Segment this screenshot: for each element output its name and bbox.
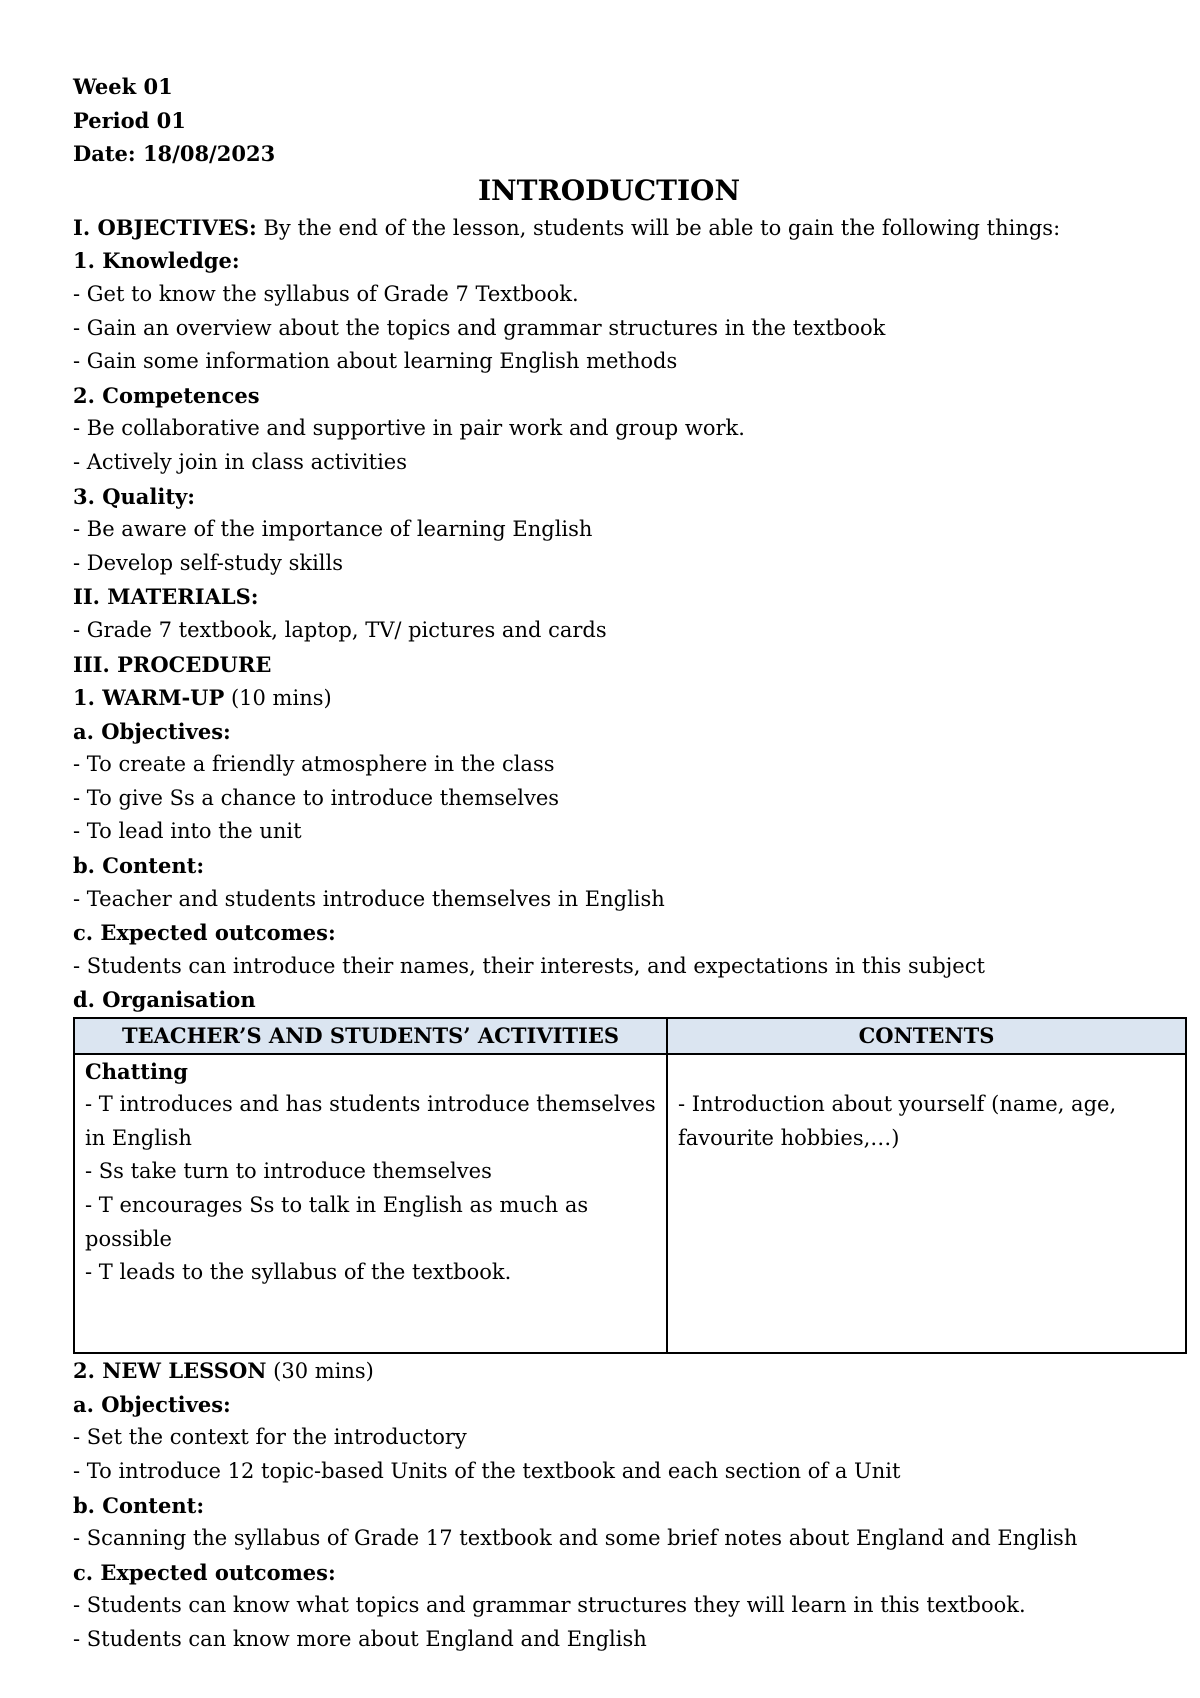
objectives-label: I. OBJECTIVES: (73, 214, 257, 240)
competences-heading: 2. Competences (73, 382, 260, 408)
page-title: INTRODUCTION (477, 173, 741, 207)
activity-item: - Ss take turn to introduce themselves (85, 1159, 492, 1184)
warmup-heading: 1. WARM-UP (73, 685, 225, 711)
materials-heading: II. MATERIALS: (73, 584, 259, 610)
objectives-intro: By the end of the lesson, students will be able to gain the following things: (256, 215, 1061, 240)
lesson-plan-page (73, 70, 1183, 1657)
procedure-heading: III. PROCEDURE (73, 651, 272, 677)
new-lesson-content-heading: b. Content: (73, 1492, 205, 1518)
period-label: Period 01 (73, 107, 186, 133)
knowledge-item: - Get to know the syllabus of Grade 7 Textbook. (73, 281, 579, 306)
contents-cell (667, 1054, 1186, 1354)
quality-item: - Develop self-study skills (73, 550, 343, 575)
new-lesson-outcomes-item: - Students can know what topics and grammar structures they will learn in this textbook. (73, 1593, 1026, 1618)
table-header-contents: CONTENTS (667, 1018, 1186, 1054)
new-lesson-heading: 2. NEW LESSON (73, 1358, 267, 1384)
organisation-table (73, 1017, 1187, 1354)
activity-item: - T leads to the syllabus of the textbook. (85, 1260, 512, 1285)
warmup-outcomes-item: - Students can introduce their names, their interests, and expectations in this subject (73, 953, 985, 978)
competences-item: - Actively join in class activities (73, 449, 407, 474)
objectives-heading-line (73, 211, 1183, 245)
warmup-heading-line (73, 681, 1183, 715)
activity-item: - T encourages Ss to talk in English as much as possible (85, 1193, 589, 1251)
new-lesson-objective-item: - To introduce 12 topic-based Units of the textbook and each section of a Unit (73, 1459, 901, 1483)
materials-item: - Grade 7 textbook, laptop, TV/ pictures and cards (73, 617, 607, 642)
new-lesson-objectives-heading: a. Objectives: (73, 1391, 231, 1417)
warmup-objective-item: - To create a friendly atmosphere in the class (73, 752, 555, 777)
table-header-activities: TEACHER’S AND STUDENTS’ ACTIVITIES (74, 1018, 667, 1054)
knowledge-item: - Gain some information about learning English methods (73, 349, 678, 374)
warmup-duration: (10 mins) (224, 686, 332, 711)
new-lesson-heading-line (73, 1354, 1183, 1388)
activity-title: Chatting (85, 1058, 188, 1084)
competences-item: - Be collaborative and supportive in pair work and group work. (73, 416, 745, 441)
warmup-objectives-heading: a. Objectives: (73, 718, 231, 744)
table-row (74, 1054, 1186, 1354)
warmup-content-heading: b. Content: (73, 853, 205, 879)
new-lesson-duration: (30 mins) (266, 1359, 374, 1384)
warmup-objective-item: - To give Ss a chance to introduce themselves (73, 785, 560, 810)
contents-item: - Introduction about yourself (name, age, favourite hobbies,…) (678, 1092, 1117, 1150)
week-label: Week 01 (73, 74, 173, 99)
knowledge-item: - Gain an overview about the topics and grammar structures in the textbook (73, 315, 886, 340)
warmup-outcomes-heading: c. Expected outcomes: (73, 920, 336, 946)
knowledge-heading: 1. Knowledge: (73, 248, 240, 274)
activity-item: - T introduces and has students introduce themselves in English (85, 1092, 656, 1150)
table-header-row (74, 1018, 1186, 1054)
warmup-objective-item: - To lead into the unit (73, 819, 302, 844)
warmup-organisation-heading: d. Organisation (73, 987, 256, 1013)
new-lesson-outcomes-item: - Students can know more about England and English (73, 1626, 647, 1651)
quality-item: - Be aware of the importance of learning English (73, 517, 593, 542)
quality-heading: 3. Quality: (73, 483, 196, 509)
new-lesson-outcomes-heading: c. Expected outcomes: (73, 1559, 336, 1585)
date-label: Date: 18/08/2023 (73, 141, 276, 167)
activities-cell (74, 1054, 667, 1354)
new-lesson-content-item: - Scanning the syllabus of Grade 17 textbook and some brief notes about England and English (73, 1526, 1078, 1551)
new-lesson-objective-item: - Set the context for the introductory (73, 1425, 467, 1450)
warmup-content-item: - Teacher and students introduce themselves in English (73, 886, 665, 911)
